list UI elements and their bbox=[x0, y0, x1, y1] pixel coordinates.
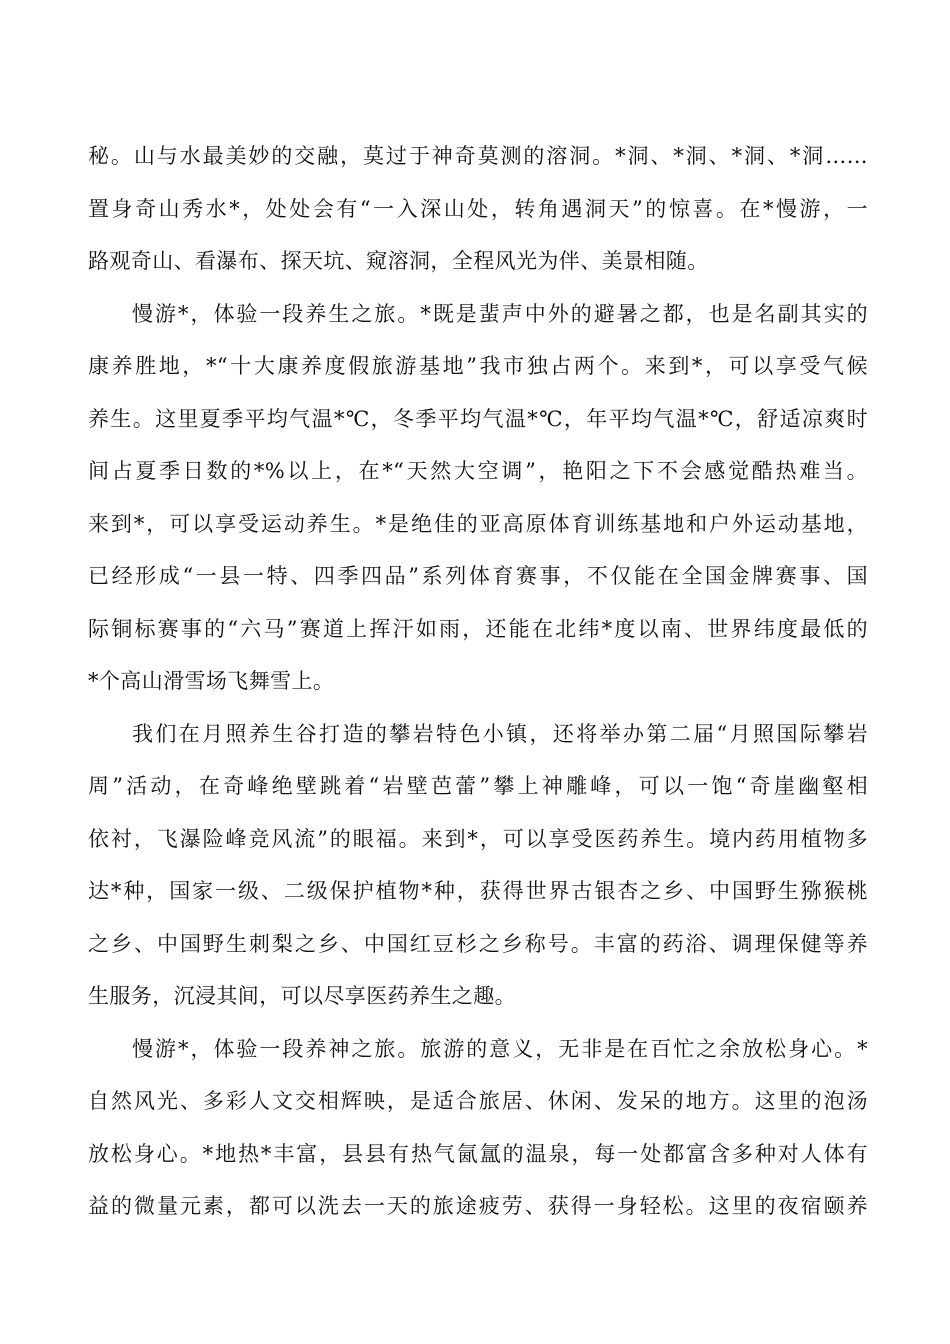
text-line: 周”活动，在奇峰绝壁跳着“岩壁芭蕾”攀上神雕峰，可以一饱“奇崖幽壑相 bbox=[88, 774, 868, 798]
text-line: 之乡、中国野生刺梨之乡、中国红豆杉之乡称号。丰富的药浴、调理保健等养 bbox=[88, 931, 868, 956]
text-line: 秘。山与水最美妙的交融，莫过于神奇莫测的溶洞。*洞、*洞、*洞、*洞…… bbox=[88, 144, 868, 168]
text-line: *个高山滑雪场飞舞雪上。 bbox=[88, 669, 335, 693]
paragraph-first-line: 慢游*，体验一段养生之旅。*既是蜚声中外的避暑之都，也是名副其实的 bbox=[132, 301, 868, 326]
text-line: 间占夏季日数的*%以上，在*“天然大空调”，艳阳之下不会感觉酷热难当。 bbox=[88, 459, 868, 483]
body-text bbox=[88, 130, 868, 1233]
text-line: 际铜标赛事的“六马”赛道上挥汗如雨，还能在北纬*度以南、世界纬度最低的 bbox=[88, 616, 868, 641]
text-line: 已经形成“一县一特、四季四品”系列体育赛事，不仅能在全国金牌赛事、国 bbox=[88, 564, 868, 588]
text-line: 益的微量元素，都可以洗去一天的旅途疲劳、获得一身轻松。这里的夜宿颐养 bbox=[88, 1194, 868, 1218]
text-line: 达*种，国家一级、二级保护植物*种，获得世界古银杏之乡、中国野生猕猴桃 bbox=[88, 879, 868, 903]
text-line: 依衬，飞瀑险峰竞风流”的眼福。来到*，可以享受医药养生。境内药用植物多 bbox=[88, 826, 868, 851]
text-line: 路观奇山、看瀑布、探天坑、窥溶洞，全程风光为伴、美景相随。 bbox=[88, 249, 709, 273]
text-line: 生服务，沉浸其间，可以尽享医药养生之趣。 bbox=[88, 984, 516, 1008]
text-line: 养生。这里夏季平均气温*℃，冬季平均气温*℃，年平均气温*℃，舒适凉爽时 bbox=[88, 406, 868, 431]
text-line: 康养胜地，*“十大康养度假旅游基地”我市独占两个。来到*，可以享受气候 bbox=[88, 354, 868, 378]
text-line: 来到*，可以享受运动养生。*是绝佳的亚高原体育训练基地和户外运动基地， bbox=[88, 511, 868, 536]
paragraph-first-line: 我们在月照养生谷打造的攀岩特色小镇，还将举办第二届“月照国际攀岩 bbox=[132, 721, 868, 746]
paragraph-first-line: 慢游*，体验一段养神之旅。旅游的意义，无非是在百忙之余放松身心。* bbox=[132, 1036, 868, 1061]
text-line: 置身奇山秀水*，处处会有“一入深山处，转角遇洞天”的惊喜。在*慢游，一 bbox=[88, 196, 868, 221]
text-line: 放松身心。*地热*丰富，县县有热气氤氲的温泉，每一处都富含多种对人体有 bbox=[88, 1141, 868, 1166]
text-line: 自然风光、多彩人文交相辉映，是适合旅居、休闲、发呆的地方。这里的泡汤 bbox=[88, 1089, 868, 1113]
